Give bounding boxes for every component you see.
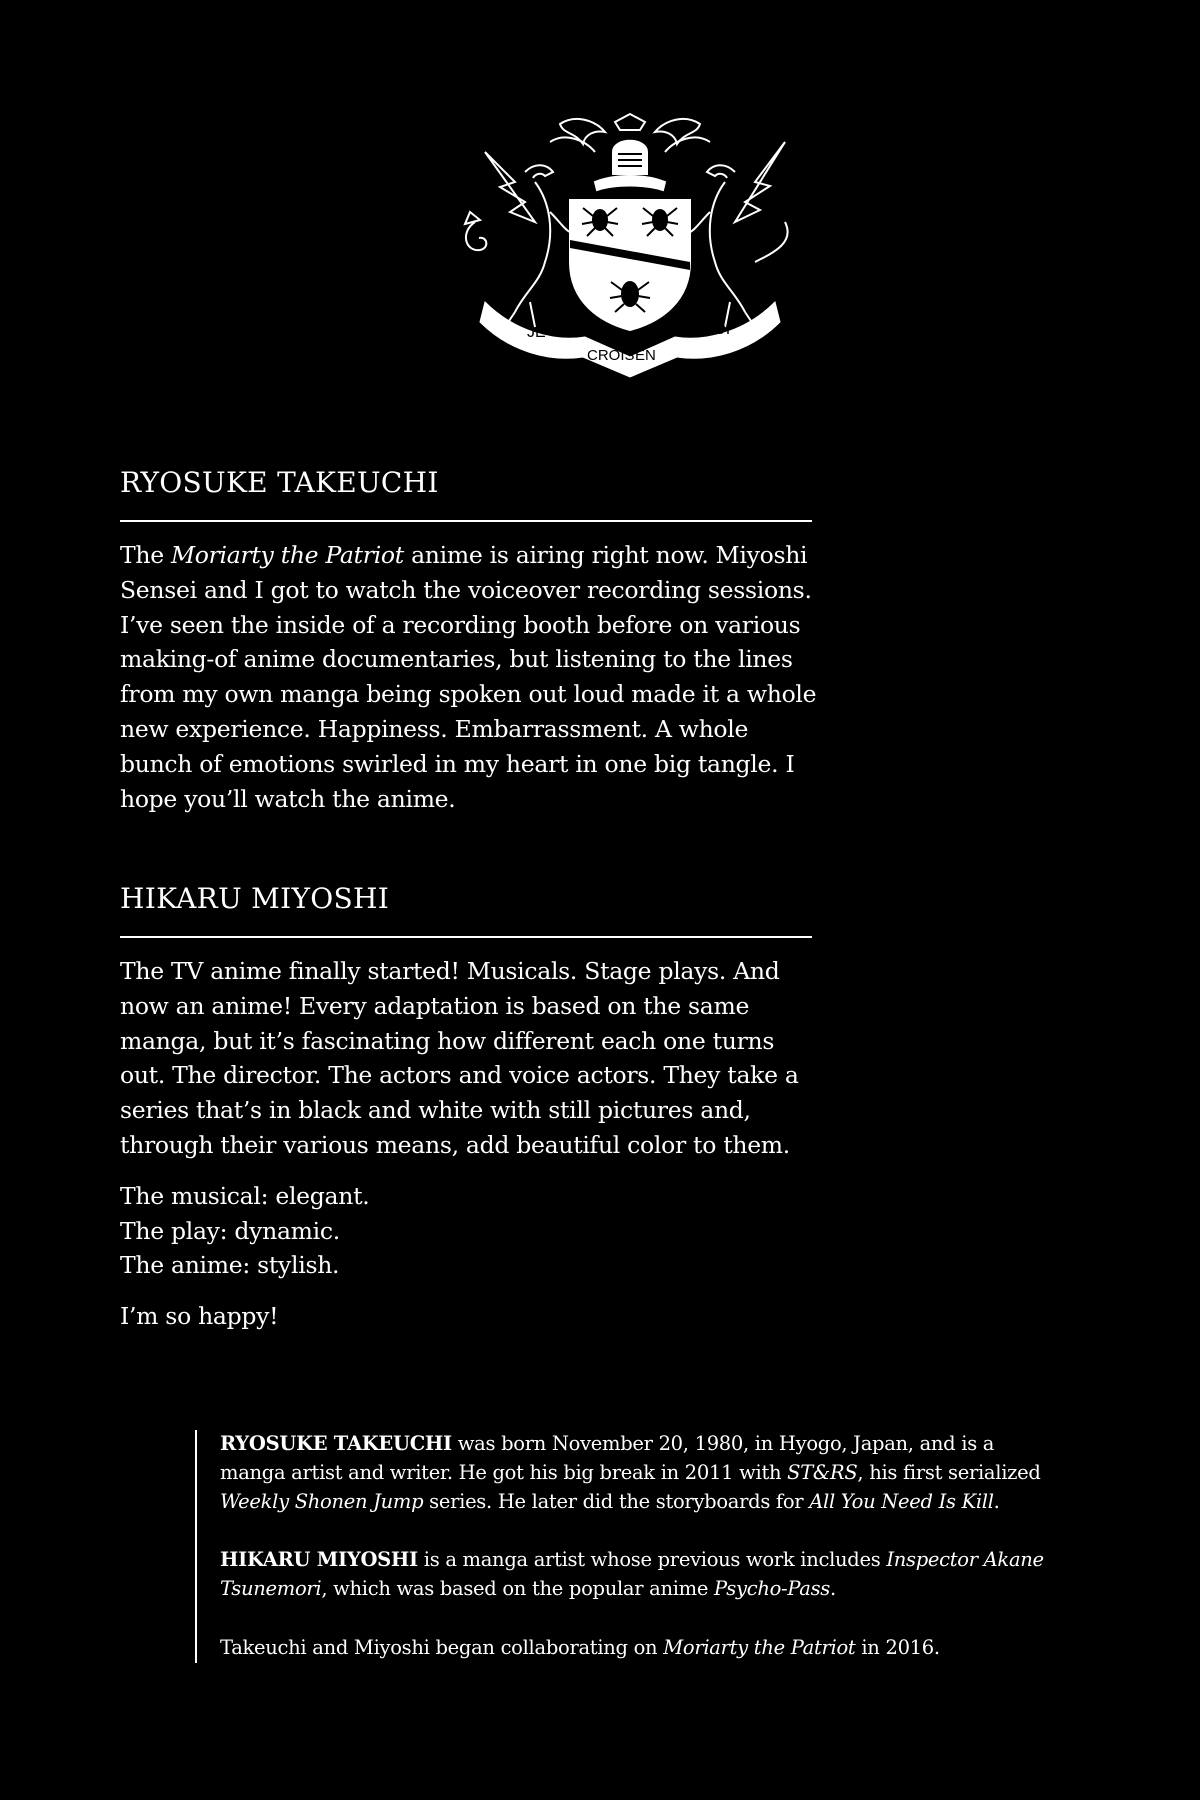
motto-word-3: EN xyxy=(635,347,656,364)
miyoshi-divider xyxy=(120,936,812,938)
author-bios xyxy=(195,1430,1060,1663)
list-line-play: The play: dynamic. xyxy=(120,1216,340,1245)
coat-of-arms-emblem xyxy=(455,112,805,392)
bio-miyoshi: HIKARU MIYOSHI is a manga artist whose previous work includes Inspector Akane Tsunemori, which was based on the popular anime Psycho-Pass. xyxy=(220,1548,1044,1601)
miyoshi-section xyxy=(120,882,820,1334)
motto-word-2: CROIS xyxy=(587,347,635,364)
motto-word-4: MOI xyxy=(700,321,731,338)
takeuchi-section xyxy=(120,466,820,816)
takeuchi-comment: The Moriarty the Patriot anime is airing right now. Miyoshi Sensei and I got to watch the voiceover recording sessions. I’ve seen the inside of a recording booth before on various making-of anime documentaries, but listening to the lines from my own manga being spoken out loud made it a whole new experience. Happiness. Embarrassment. A whole bunch of emotions swirled in my heart in one big tangle. I hope you’ll watch the anime. xyxy=(120,541,817,813)
bio-takeuchi: RYOSUKE TAKEUCHI was born November 20, 1980, in Hyogo, Japan, and is a manga artist and writer. He got his big break in 2011 with ST&RS, his first serialized Weekly Shonen Jump series. He later did the storyboards for All You Need Is Kill. xyxy=(220,1432,1041,1513)
bio-collaboration: Takeuchi and Miyoshi began collaborating on Moriarty the Patriot in 2016. xyxy=(220,1635,940,1659)
takeuchi-heading: RYOSUKE TAKEUCHI xyxy=(120,466,439,499)
miyoshi-comment: The TV anime finally started! Musicals. Stage plays. And now an anime! Every adaptation is based on the same manga, but it’s fascinating how different each one turns out. The director. The actors and voice actors. They take a series that’s in black and white with still pictures and, through their various means, add beautiful color to them. xyxy=(120,957,799,1159)
miyoshi-list xyxy=(120,1179,820,1283)
motto-word-1: JE xyxy=(527,324,546,341)
miyoshi-heading: HIKARU MIYOSHI xyxy=(120,882,390,915)
list-line-anime: The anime: stylish. xyxy=(120,1251,340,1280)
list-line-musical: The musical: elegant. xyxy=(120,1181,370,1210)
series-title: Moriarty the Patriot xyxy=(171,541,404,569)
takeuchi-divider xyxy=(120,520,812,522)
miyoshi-closing: I’m so happy! xyxy=(120,1302,279,1331)
